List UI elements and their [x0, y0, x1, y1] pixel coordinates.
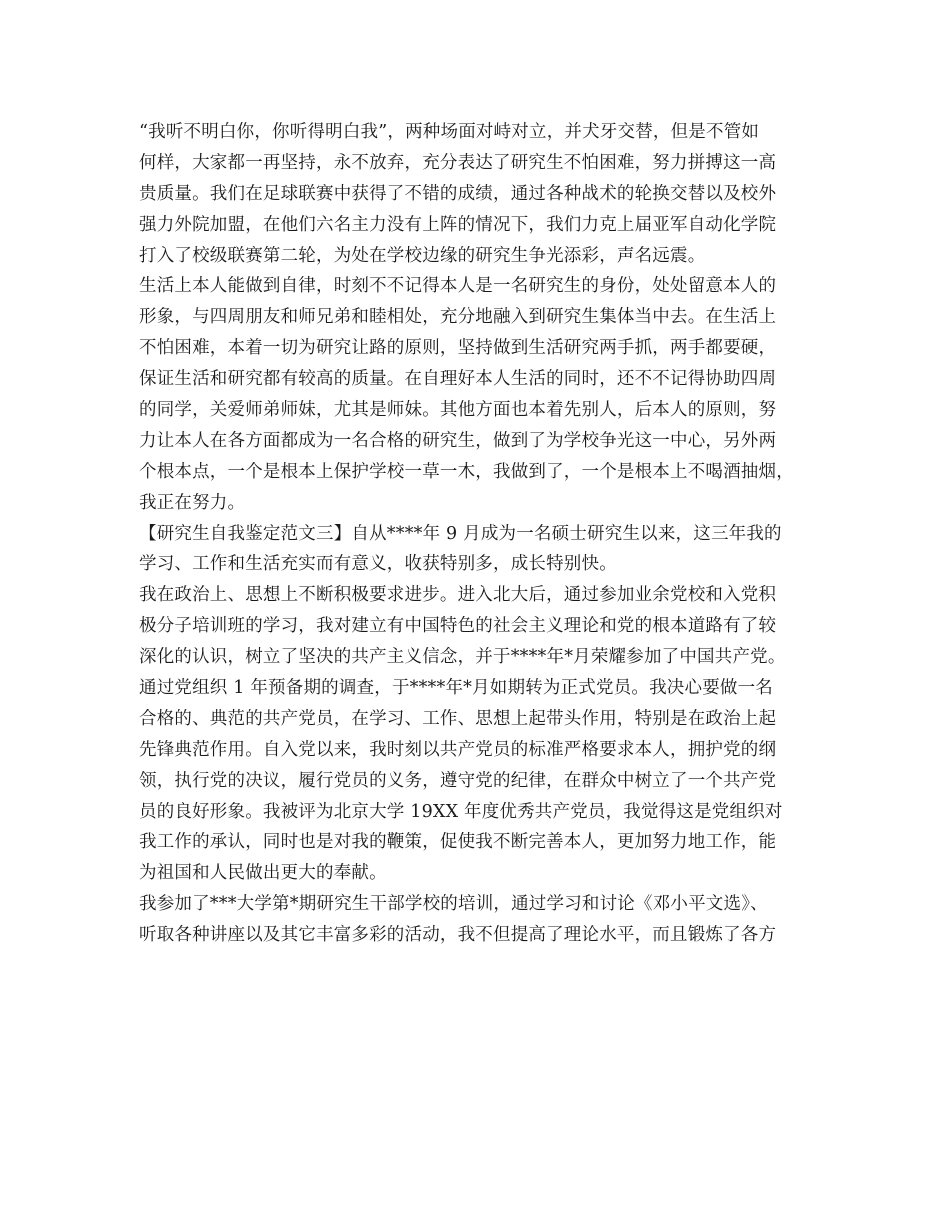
text-line: 的同学，关爱师弟师妹，尤其是师妹。其他方面也本着先别人，后本人的原则，努	[139, 400, 777, 421]
text-line: 保证生活和研究都有较高的质量。在自理好本人生活的同时，还不不记得协助四周	[139, 369, 777, 390]
text-line: 不怕困难，本着一切为研究让路的原则，坚持做到生活研究两手抓，两手都要硬，	[139, 338, 777, 359]
text-line: 合格的、典范的共产党员，在学习、工作、思想上起带头作用，特别是在政治上起	[139, 708, 777, 729]
text-line: 打入了校级联赛第二轮，为处在学校边缘的研究生争光添彩，声名远震。	[139, 245, 706, 266]
text-line: 我参加了***大学第*期研究生干部学校的培训，通过学习和讨论《邓小平文选》、	[139, 894, 768, 915]
text-line: 力让本人在各方面都成为一名合格的研究生，做到了为学校争光这一中心，另外两	[139, 430, 777, 451]
text-line: 形象，与四周朋友和师兄弟和睦相处，充分地融入到研究生集体当中去。在生活上	[139, 307, 777, 328]
text-line: 通过党组织 1 年预备期的调查，于****年*月如期转为正式党员。我决心要做一名	[139, 678, 774, 699]
text-line: 学习、工作和生活充实而有意义，收获特别多，成长特别快。	[139, 554, 617, 575]
text-line: 先锋典范作用。自入党以来，我时刻以共产党员的标准严格要求本人，拥护党的纲	[139, 739, 777, 760]
section-heading-line: 【研究生自我鉴定范文三】自从****年 9 月成为一名硕士研究生以来，这三年我的	[139, 523, 782, 544]
text-line: 何样，大家都一再坚持，永不放弃，充分表达了研究生不怕困难，努力拼搏这一高	[139, 152, 777, 173]
text-line: 生活上本人能做到自律，时刻不不记得本人是一名研究生的身份，处处留意本人的	[139, 276, 777, 297]
text-line: 领，执行党的决议，履行党员的义务，遵守党的纪律，在群众中树立了一个共产党	[139, 770, 777, 791]
text-line: 深化的认识，树立了坚决的共产主义信念，并于****年*月荣耀参加了中国共产党。	[139, 647, 786, 668]
text-line: 我工作的承认，同时也是对我的鞭策，促使我不断完善本人，更加努力地工作，能	[139, 832, 777, 853]
text-line: 个根本点，一个是根本上保护学校一草一木，我做到了，一个是根本上不喝酒抽烟，	[139, 461, 794, 482]
text-line: 强力外院加盟，在他们六名主力没有上阵的情况下，我们力克上届亚军自动化学院	[139, 214, 777, 235]
text-line: 贵质量。我们在足球联赛中获得了不错的成绩，通过各种战术的轮换交替以及校外	[139, 183, 777, 204]
text-line: 我正在努力。	[139, 492, 246, 513]
document-body	[139, 117, 829, 951]
text-line: 极分子培训班的学习，我对建立有中国特色的社会主义理论和党的根本道路有了较	[139, 616, 777, 637]
text-line: “我听不明白你，你听得明白我”，两种场面对峙对立，并犬牙交替，但是不管如	[139, 122, 760, 142]
text-line: 为祖国和人民做出更大的奉献。	[139, 863, 387, 884]
text-line: 我在政治上、思想上不断积极要求进步。进入北大后，通过参加业余党校和入党积	[139, 585, 777, 606]
text-line: 听取各种讲座以及其它丰富多彩的活动，我不但提高了理论水平，而且锻炼了各方	[139, 925, 777, 946]
text-line: 员的良好形象。我被评为北京大学 19XX 年度优秀共产党员，我觉得这是党组织对	[139, 801, 783, 822]
